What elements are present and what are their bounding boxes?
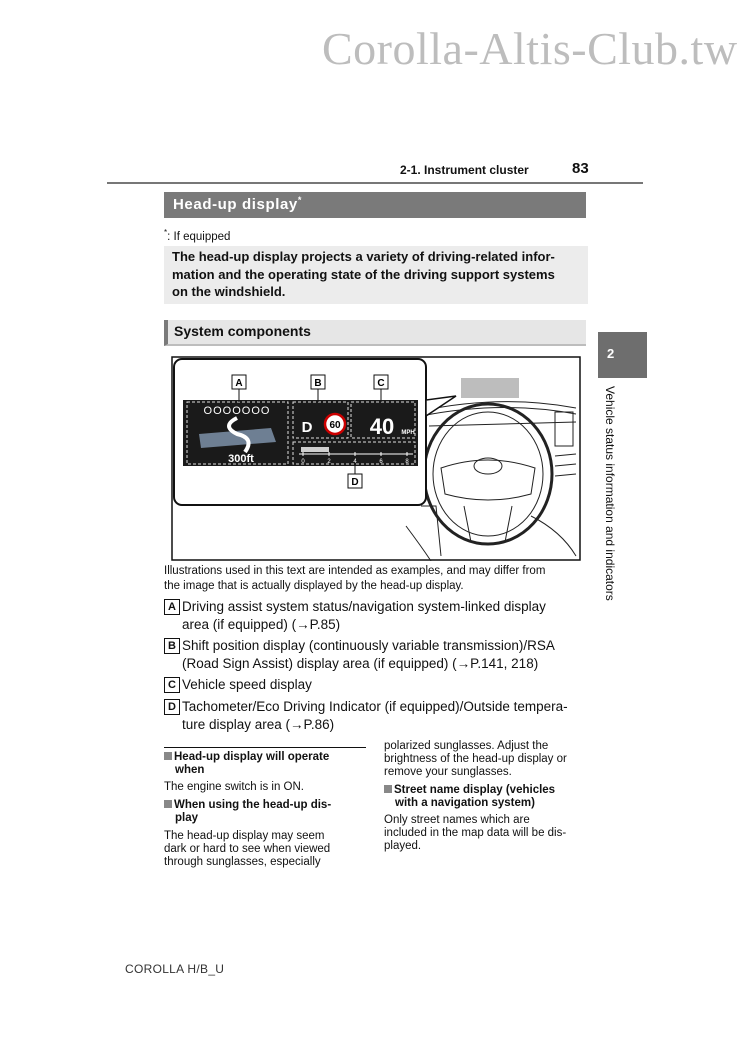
note-heading [164, 751, 369, 777]
legend-item-d [164, 698, 584, 734]
note-heading [384, 784, 589, 810]
tachometer-bar [301, 447, 329, 452]
intro-text [172, 248, 582, 301]
notes-divider [164, 747, 366, 748]
legend-item-c [164, 676, 584, 694]
vehicle-speed: 40 [369, 414, 395, 439]
note-heading-line: when [175, 764, 205, 776]
subheading-bar [164, 320, 586, 346]
hud-dots: OOOOOOO [203, 405, 271, 417]
page-title-bar [164, 192, 586, 218]
watermark: Corolla-Altis-Club.tw [322, 23, 738, 74]
page-title-text: Head-up display [173, 196, 298, 213]
tachometer-scale-label: 4 [353, 459, 357, 465]
legend-text [182, 637, 582, 672]
shift-position: D [301, 419, 313, 436]
legend-key: C [164, 677, 180, 693]
note-body [164, 781, 369, 794]
legend-item-a [164, 598, 584, 634]
footnote-text: : If equipped [167, 230, 231, 243]
speed-unit: MPH [401, 430, 415, 436]
legend-text [182, 698, 582, 733]
subheading: System components [174, 323, 311, 339]
tachometer-scale-label: 0 [301, 459, 305, 465]
legend-item-b [164, 637, 584, 673]
legend-line: area (if equipped) (→P.85) [182, 616, 341, 632]
legend-line: Shift position display (continuously variable transmission)/RSA [182, 638, 555, 653]
note-body-line: remove your sunglasses. [384, 766, 512, 778]
intro-line: The head-up display projects a variety of driving-related infor- [172, 249, 555, 264]
note-body-line: The head-up display may seem [164, 830, 325, 842]
note-heading-text: When using the head-up dis- [174, 799, 332, 811]
caption-line: Illustrations used in this text are intended as examples, and may differ from [164, 565, 546, 577]
page-title [173, 195, 302, 213]
note-heading-text: Street name display (vehicles [394, 784, 556, 796]
legend-key: D [164, 699, 180, 715]
section-reference: 2-1. Instrument cluster [400, 163, 529, 177]
footer-model-code: COROLLA H/B_U [125, 962, 225, 976]
caption-line: the image that is actually displayed by the head-up display. [164, 580, 464, 592]
tachometer-scale-label: 6 [379, 459, 383, 465]
note-body-line: brightness of the head-up display or [384, 753, 567, 765]
note-body-line: through sunglasses, especially [164, 856, 321, 868]
hud-projection-area [461, 378, 519, 398]
speed-limit-value: 60 [329, 420, 341, 431]
nav-distance: 300ft [228, 453, 254, 465]
header-divider [107, 182, 643, 184]
note-heading-line [384, 784, 589, 797]
chapter-tab [598, 332, 647, 378]
footnote-marker: * [164, 228, 168, 237]
note-heading-line [164, 751, 369, 764]
head-up-display-illustration [171, 356, 581, 561]
intro-line: mation and the operating state of the driving support systems [172, 266, 555, 282]
legend-line: Vehicle speed display [182, 677, 312, 692]
note-body-line: dark or hard to see when viewed [164, 843, 331, 855]
note-body-line: The engine switch is in ON. [164, 781, 304, 793]
chapter-number: 2 [607, 346, 615, 361]
intro-box [164, 246, 588, 304]
callout-b: B [314, 378, 322, 389]
square-bullet-icon [164, 800, 172, 808]
note-heading-line: with a navigation system) [395, 797, 535, 809]
square-bullet-icon [384, 785, 392, 793]
square-bullet-icon [164, 752, 172, 760]
note-heading-line: play [175, 812, 199, 824]
tachometer-scale-label: 2 [327, 459, 331, 465]
legend-key: A [164, 599, 180, 615]
illustration-caption [164, 564, 588, 594]
legend-text [182, 598, 582, 633]
note-body-line: polarized sunglasses. Adjust the [384, 740, 549, 752]
footnote [164, 228, 230, 243]
legend-line: Driving assist system status/navigation system-linked display [182, 599, 546, 614]
note-heading-text: Head-up display will operate [174, 751, 330, 763]
chapter-title: Vehicle status information and indicators [603, 386, 617, 601]
legend-text [182, 676, 582, 694]
legend-line: (Road Sign Assist) display area (if equipped) (→P.141, 218) [182, 655, 539, 671]
note-body-line: Only street names which are [384, 814, 530, 826]
callout-d: D [351, 477, 359, 488]
tachometer-scale-label: 8 [405, 459, 409, 465]
note-body-line: played. [384, 840, 422, 852]
note-heading-line [164, 799, 369, 812]
legend-line: Tachometer/Eco Driving Indicator (if equipped)/Outside tempera- [182, 699, 568, 714]
callout-a: A [235, 378, 243, 389]
note-heading [164, 799, 369, 825]
legend-line: ture display area (→P.86) [182, 716, 335, 732]
note-body [384, 740, 589, 779]
note-body [384, 814, 589, 853]
legend-key: B [164, 638, 180, 654]
intro-line: on the windshield. [172, 284, 286, 299]
note-body-line: included in the map data will be dis- [384, 827, 567, 839]
note-body [164, 830, 369, 869]
callout-c: C [377, 378, 385, 389]
title-footnote-marker: * [297, 195, 302, 205]
page-number: 83 [572, 160, 589, 177]
